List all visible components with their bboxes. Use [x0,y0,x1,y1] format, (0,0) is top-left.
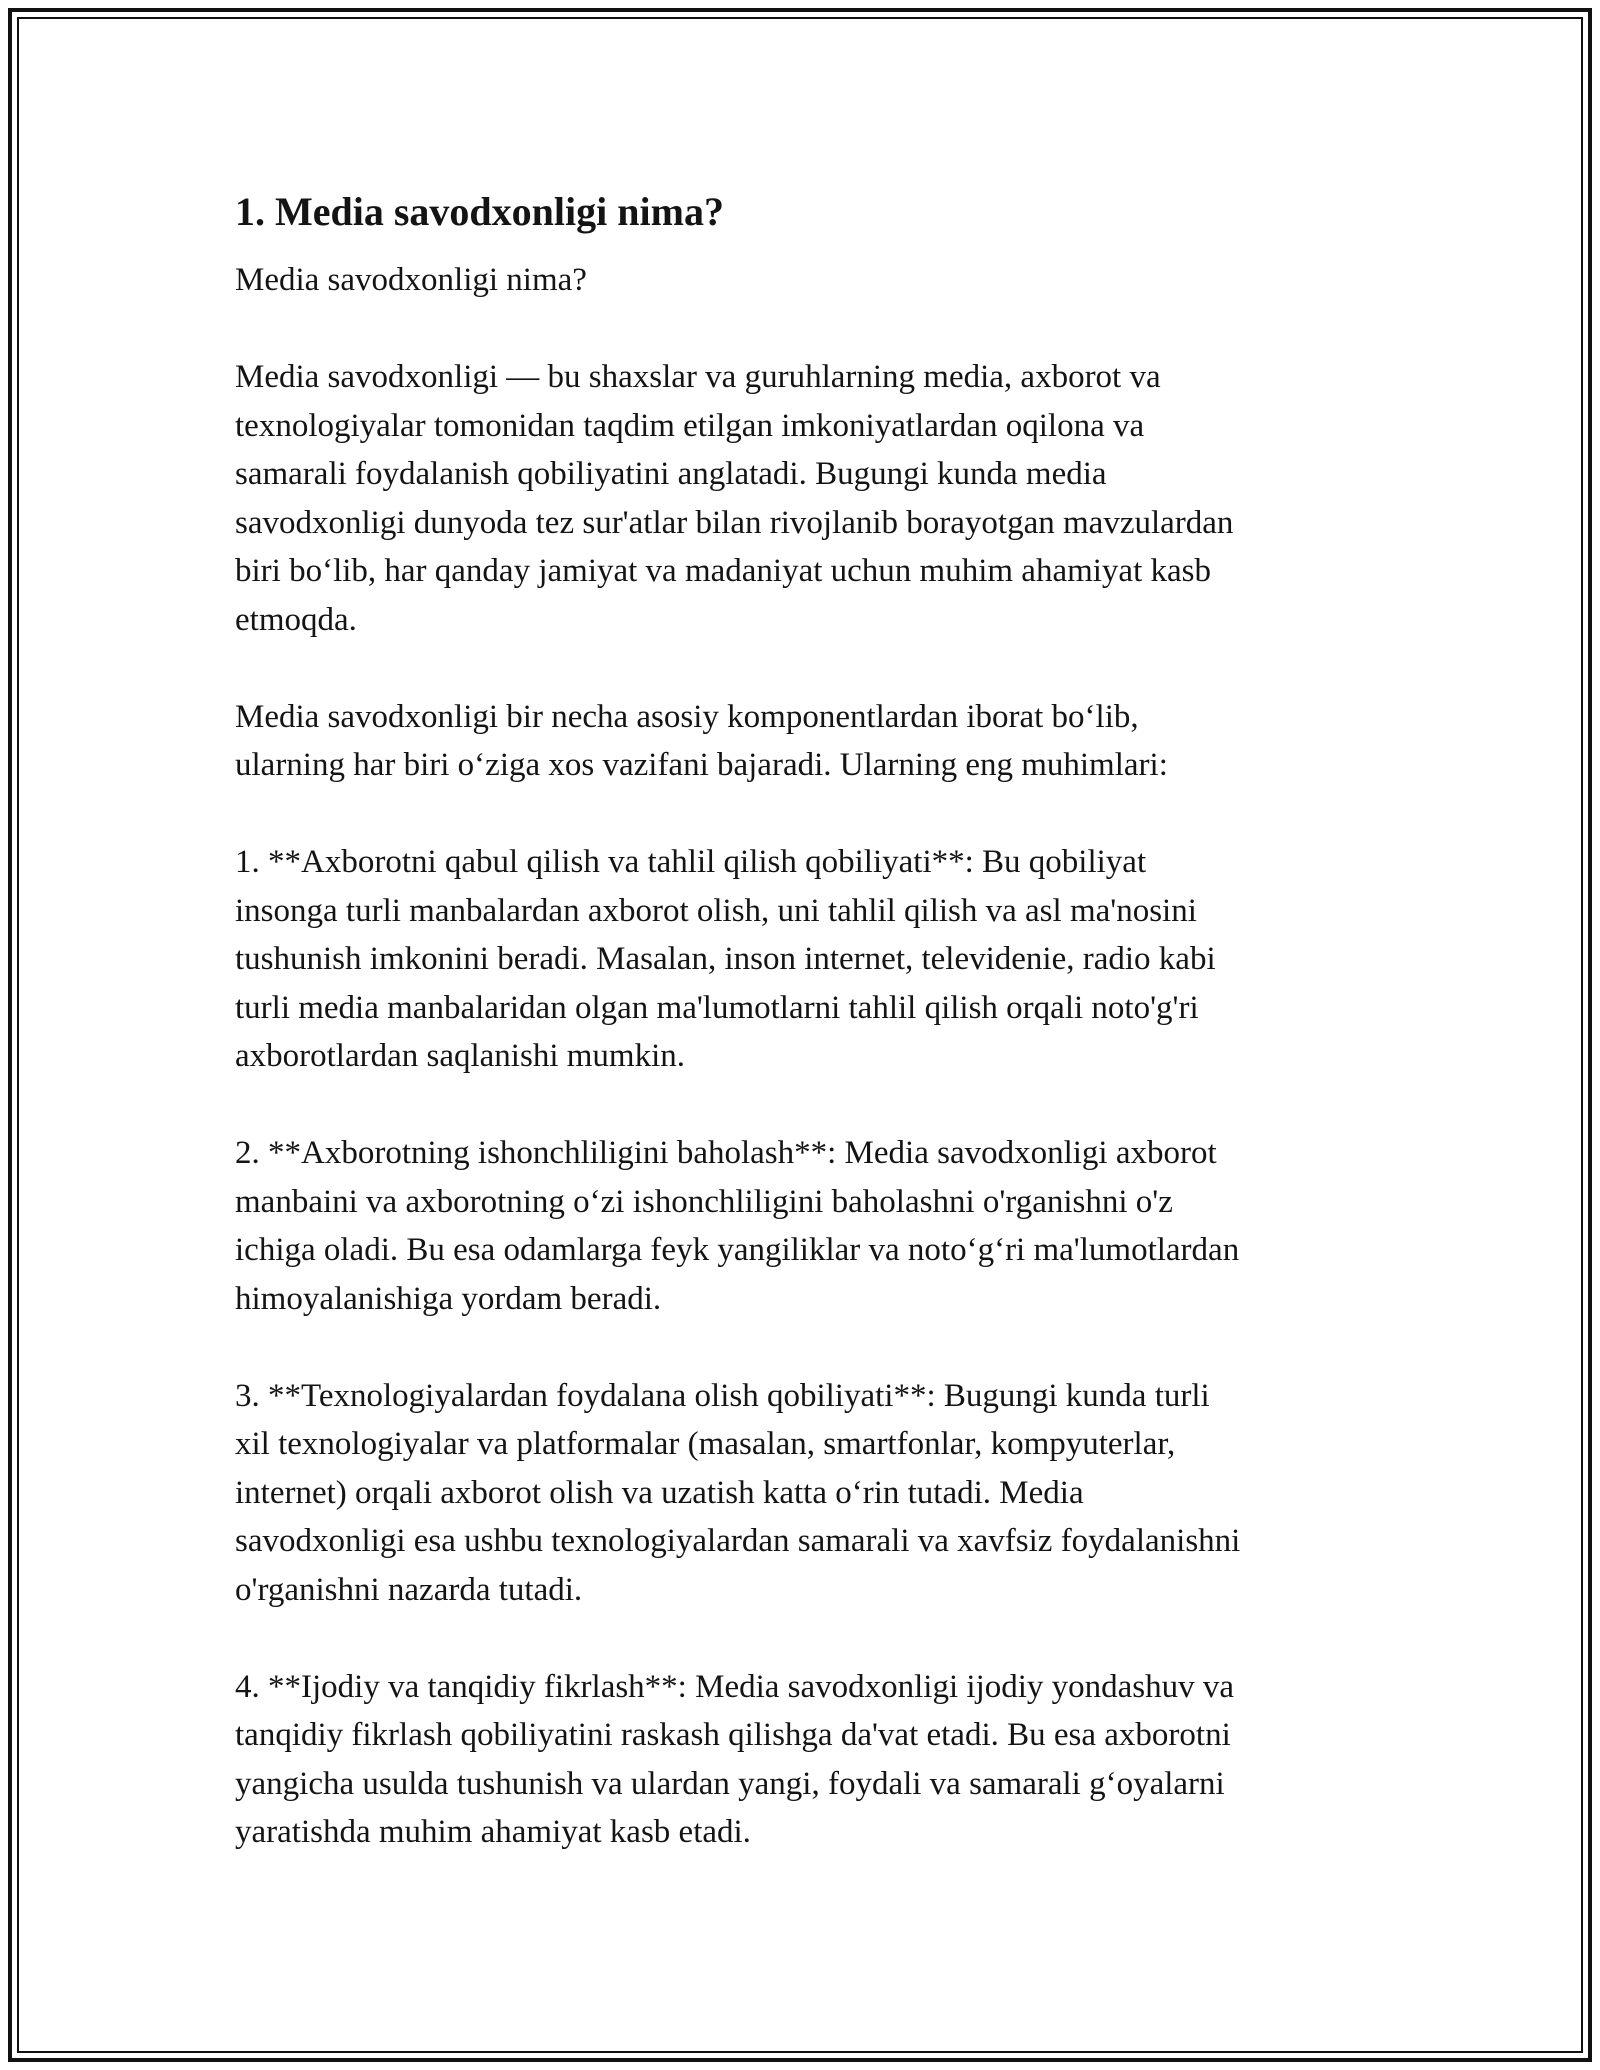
text-line: 1. **Axborotni qabul qilish va tahlil qilish qobiliyati**: Bu qobiliyat [235,844,1147,880]
text-line: axborotlardan saqlanishi mumkin. [235,1038,685,1074]
text-line: yaratishda muhim ahamiyat kasb etadi. [235,1814,751,1850]
text-line: etmoqda. [235,601,357,638]
text-line: ichiga oladi. Bu esa odamlarga feyk yangiliklar va noto‘g‘ri ma'lumotlardan [235,1232,1240,1268]
text-line: savodxonligi esa ushbu texnologiyalardan samarali va xavfsiz foydalanishni [235,1523,1241,1559]
text-line: 4. **Ijodiy va tanqidiy fikrlash**: Media savodxonligi ijodiy yondashuv va [235,1668,1235,1705]
text-line: yangicha usulda tushunish va ulardan yangi, foydali va samarali g‘oyalarni [235,1765,1225,1802]
text-line: Media savodxonligi bir necha asosiy komponentlardan iborat bo‘lib, [235,698,1139,735]
text-line: biri bo‘lib, har qanday jamiyat va madaniyat uchun muhim ahamiyat kasb [235,553,1211,589]
text-line: internet) orqali axborot olish va uzatish katta o‘rin tutadi. Media [235,1474,1084,1511]
text-line: texnologiyalar tomonidan taqdim etilgan imkoniyatlardan oqilona va [235,407,1145,444]
list-item-1 [235,838,1355,1081]
document-body [235,184,1355,1857]
list-item-2 [235,1129,1355,1323]
subtitle-paragraph: Media savodxonligi nima? [235,262,587,298]
text-line: tanqidiy fikrlash qobiliyatini raskash qilishga da'vat etadi. Bu esa axborotni [235,1717,1231,1753]
list-item-4 [235,1663,1355,1857]
text-line: tushunish imkonini beradi. Masalan, inson internet, televidenie, radio kabi [235,941,1216,977]
text-line: himoyalanishiga yordam beradi. [235,1280,662,1317]
text-line: turli media manbalaridan olgan ma'lumotlarni tahlil qilish orqali noto'g'ri [235,989,1199,1026]
text-line: insonga turli manbalardan axborot olish, uni tahlil qilish va asl ma'nosini [235,892,1197,929]
components-intro-paragraph [235,693,1355,790]
text-line: 3. **Texnologiyalardan foydalana olish qobiliyati**: Bugungi kunda turli [235,1377,1210,1414]
text-line: Media savodxonligi — bu shaxslar va guruhlarning media, axborot va [235,359,1161,395]
text-line: 2. **Axborotning ishonchliligini baholash**: Media savodxonligi axborot [235,1135,1217,1171]
text-line: samarali foydalanish qobiliyatini anglatadi. Bugungi kunda media [235,456,1107,492]
text-line: savodxonligi dunyoda tez sur'atlar bilan rivojlanib borayotgan mavzulardan [235,504,1234,541]
text-line: xil texnologiyalar va platformalar (masalan, smartfonlar, kompyuterlar, [235,1426,1176,1462]
text-line: manbaini va axborotning o‘zi ishonchliligini baholashni o'rganishni o'z [235,1183,1173,1220]
text-line: ularning har biri o‘ziga xos vazifani bajaradi. Ularning eng muhimlari: [235,747,1168,783]
text-line: o'rganishni nazarda tutadi. [235,1571,583,1608]
list-item-3 [235,1372,1355,1615]
intro-paragraph [235,353,1355,644]
page-title: 1. Media savodxonligi nima? [235,189,724,234]
